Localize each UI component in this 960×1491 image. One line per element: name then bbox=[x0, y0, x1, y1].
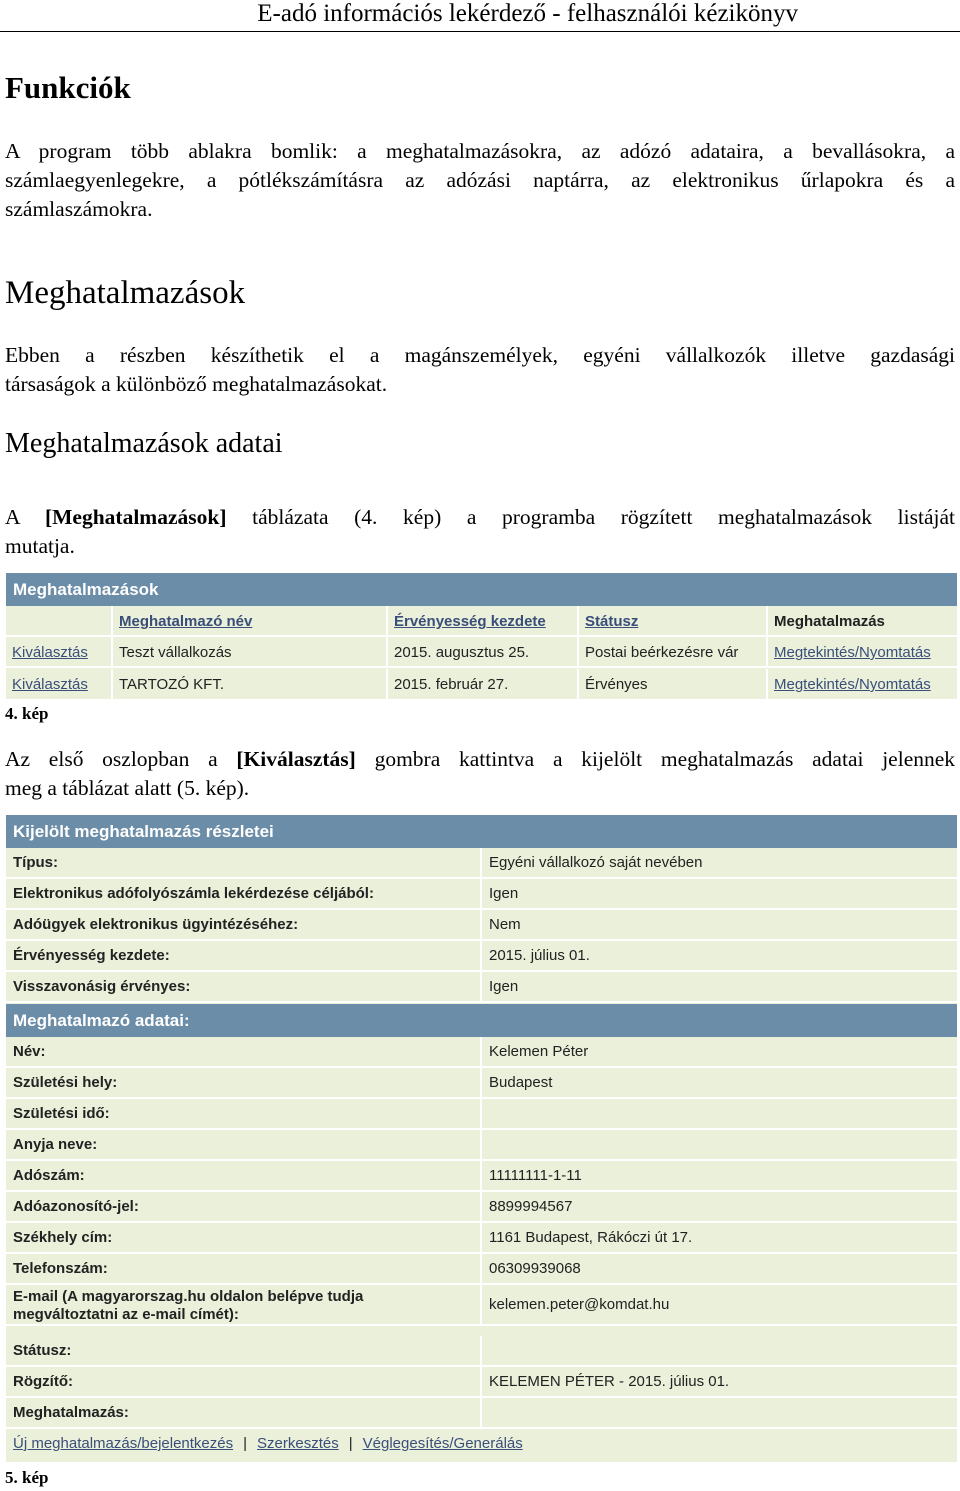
detail-value: 11111111-1-11 bbox=[480, 1161, 957, 1190]
text-line: meg a táblázat alatt (5. kép). bbox=[5, 776, 250, 800]
detail-row bbox=[6, 879, 957, 910]
paragraph-kivalasztas bbox=[5, 745, 955, 803]
detail-label: Adóügyek elektronikus ügyintézéséhez: bbox=[13, 916, 299, 933]
text-line bbox=[5, 503, 955, 532]
detail-row bbox=[6, 1068, 957, 1099]
detail-label: Típus: bbox=[13, 854, 58, 871]
detail-value: 06309939068 bbox=[480, 1254, 957, 1283]
bold-fragment: [Kiválasztás] bbox=[236, 747, 356, 771]
header-meghatalmazas: Meghatalmazás bbox=[766, 606, 957, 635]
detail-label bbox=[6, 1285, 480, 1324]
detail-row bbox=[6, 1130, 957, 1161]
detail-value: Egyéni vállalkozó saját nevében bbox=[480, 848, 957, 877]
detail-value: 2015. július 01. bbox=[480, 941, 957, 970]
detail-label: Anyja neve: bbox=[13, 1136, 98, 1153]
heading-meghatalmazasok-adatai: Meghatalmazások adatai bbox=[5, 428, 283, 459]
paragraph-meghatalmazasok-adatai bbox=[5, 503, 955, 561]
detail-label: Születési hely: bbox=[13, 1074, 118, 1091]
sort-header-meghatalmazo-nev[interactable]: Meghatalmazó név bbox=[111, 606, 386, 635]
text-line: számlaegyenlegekre, a pótlékszámításra az adózási naptárra, az elektronikus űrlapokra és a bbox=[5, 168, 955, 192]
detail-row bbox=[6, 1367, 957, 1398]
detail-row-email bbox=[6, 1285, 957, 1326]
detail-label: Adóazonosító-jel: bbox=[13, 1198, 139, 1215]
cell-nev: Teszt vállalkozás bbox=[111, 637, 386, 666]
detail-label: Telefonszám: bbox=[13, 1260, 108, 1277]
kivalasztas-link[interactable]: Kiválasztás bbox=[12, 644, 88, 661]
text-fragment: táblázata (4. kép) a programba rögzített meghatalmazások listáját bbox=[252, 505, 955, 529]
detail-value: Kelemen Péter bbox=[480, 1037, 957, 1066]
text-fragment: A bbox=[5, 505, 20, 529]
detail-label: Adószám: bbox=[13, 1167, 85, 1184]
uj-meghatalmazas-link[interactable]: Új meghatalmazás/bejelentkezés bbox=[13, 1435, 234, 1452]
paragraph-funkciok bbox=[5, 137, 955, 224]
detail-row bbox=[6, 1192, 957, 1223]
veglegesites-generalas-link[interactable]: Véglegesítés/Generálás bbox=[362, 1435, 523, 1452]
paragraph-meghatalmazasok bbox=[5, 341, 955, 399]
text-line: Ebben a részben készíthetik el a magánszemélyek, egyéni vállalkozók illetve gazdasági bbox=[5, 343, 955, 367]
detail-value: Igen bbox=[480, 879, 957, 908]
detail-label: Név: bbox=[13, 1043, 46, 1060]
detail-label: Visszavonásig érvényes: bbox=[13, 978, 191, 995]
detail-row bbox=[6, 1037, 957, 1068]
header-cell-empty bbox=[6, 606, 111, 635]
text-line: A program több ablakra bomlik: a meghatalmazásokra, az adózó adataira, a bevallásokra, a bbox=[5, 139, 955, 163]
detail-label: Érvényesség kezdete: bbox=[13, 947, 170, 964]
detail-row bbox=[6, 1223, 957, 1254]
table-row bbox=[6, 669, 957, 701]
sort-header-statusz[interactable]: Státusz bbox=[577, 606, 766, 635]
link-separator: | bbox=[243, 1435, 248, 1452]
detail-value: Nem bbox=[480, 910, 957, 939]
detail-label: Elektronikus adófolyószámla lekérdezése céljából: bbox=[13, 885, 374, 902]
megtekintes-nyomtatas-link[interactable]: Megtekintés/Nyomtatás bbox=[766, 637, 957, 666]
figure-caption: 5. kép bbox=[5, 1468, 49, 1487]
panel-title: Kijelölt meghatalmazás részletei bbox=[6, 815, 957, 848]
table-header-row bbox=[6, 606, 957, 637]
detail-value: KELEMEN PÉTER - 2015. július 01. bbox=[480, 1367, 957, 1396]
cell-nev: TARTOZÓ KFT. bbox=[111, 669, 386, 699]
kivalasztas-link[interactable]: Kiválasztás bbox=[12, 676, 88, 693]
text-fragment: Az első oszlopban a bbox=[5, 747, 218, 771]
detail-value: 8899994567 bbox=[480, 1192, 957, 1221]
detail-value bbox=[480, 1099, 957, 1128]
detail-value: Igen bbox=[480, 972, 957, 1001]
table-title: Meghatalmazások bbox=[6, 573, 957, 606]
detail-label: Meghatalmazás: bbox=[13, 1404, 129, 1421]
heading-meghatalmazasok: Meghatalmazások bbox=[5, 275, 246, 311]
detail-label: Rögzítő: bbox=[13, 1373, 73, 1390]
sort-header-ervenyesseg-kezdete[interactable]: Érvényesség kezdete bbox=[386, 606, 577, 635]
detail-value bbox=[480, 1336, 957, 1365]
label-line: megváltoztatni az e-mail címét): bbox=[13, 1306, 239, 1323]
text-line: társaságok a különböző meghatalmazásokat. bbox=[5, 372, 388, 396]
detail-label: Székhely cím: bbox=[13, 1229, 113, 1246]
cell-datum: 2015. február 27. bbox=[386, 669, 577, 699]
figure-caption: 4. kép bbox=[5, 704, 49, 723]
link-separator: | bbox=[348, 1435, 353, 1452]
detail-row bbox=[6, 1254, 957, 1285]
table-row bbox=[6, 637, 957, 668]
detail-value: kelemen.peter@komdat.hu bbox=[480, 1285, 957, 1324]
cell-statusz: Érvényes bbox=[577, 669, 766, 699]
detail-row bbox=[6, 972, 957, 1003]
detail-row bbox=[6, 1099, 957, 1130]
szerkesztes-link[interactable]: Szerkesztés bbox=[257, 1435, 339, 1452]
detail-row bbox=[6, 1336, 957, 1367]
detail-row bbox=[6, 1398, 957, 1429]
detail-label: Születési idő: bbox=[13, 1105, 110, 1122]
bold-fragment: [Meghatalmazások] bbox=[44, 505, 227, 529]
text-line: számlaszámokra. bbox=[5, 197, 153, 221]
text-fragment: gombra kattintva a kijelölt meghatalmazás adatai jelennek bbox=[374, 747, 956, 771]
meghatalmazasok-table bbox=[6, 573, 957, 701]
detail-label: Státusz: bbox=[13, 1342, 72, 1359]
detail-value: 1161 Budapest, Rákóczi út 17. bbox=[480, 1223, 957, 1252]
action-links-bar bbox=[6, 1429, 957, 1460]
cell-datum: 2015. augusztus 25. bbox=[386, 637, 577, 666]
detail-row bbox=[6, 848, 957, 879]
detail-row bbox=[6, 1161, 957, 1192]
detail-value: Budapest bbox=[480, 1068, 957, 1097]
detail-value bbox=[480, 1398, 957, 1427]
document-title: E-adó információs lekérdező - felhasználói kézikönyv bbox=[257, 0, 798, 27]
label-line: E-mail (A magyarorszag.hu oldalon belépve tudja bbox=[13, 1288, 364, 1305]
meghatalmazas-reszletei-panel bbox=[6, 815, 957, 1462]
cell-statusz: Postai beérkezésre vár bbox=[577, 637, 766, 666]
text-line: mutatja. bbox=[5, 534, 75, 558]
detail-row bbox=[6, 910, 957, 941]
detail-row bbox=[6, 941, 957, 972]
document-header bbox=[0, 0, 960, 32]
heading-funkciok: Funkciók bbox=[5, 70, 131, 105]
meghatalmazo-adatai-subheading: Meghatalmazó adatai: bbox=[6, 1004, 957, 1037]
detail-value bbox=[480, 1130, 957, 1159]
text-line bbox=[5, 745, 955, 774]
megtekintes-nyomtatas-link[interactable]: Megtekintés/Nyomtatás bbox=[766, 669, 957, 699]
